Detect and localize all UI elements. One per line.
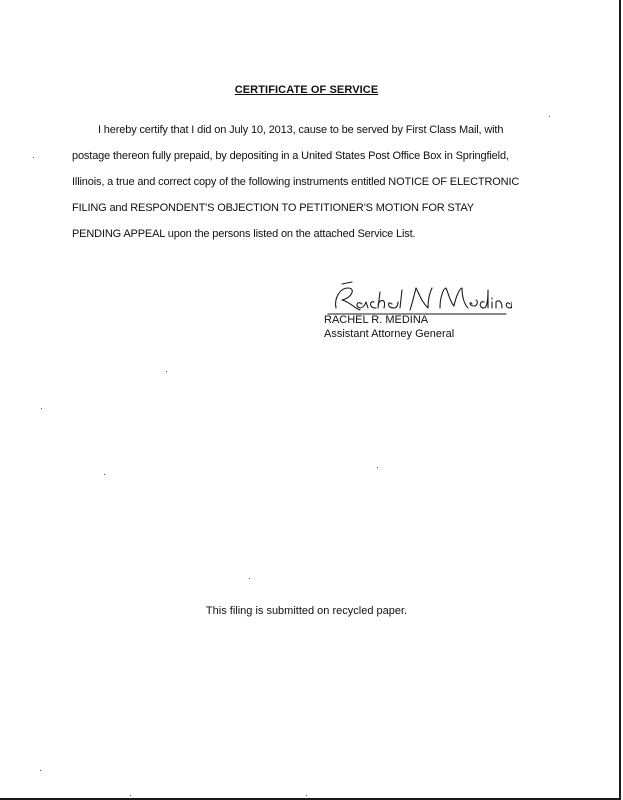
scan-speck [33, 157, 34, 158]
signer-title: Assistant Attorney General [324, 328, 455, 340]
scan-speck [377, 467, 378, 468]
scan-speck [130, 795, 131, 796]
scan-speck [166, 371, 167, 372]
document-title: CERTIFICATE OF SERVICE [234, 84, 379, 96]
recycled-paper-note: This filing is submitted on recycled paper. [205, 605, 408, 617]
scan-speck [40, 770, 41, 771]
scan-speck [306, 795, 307, 796]
body-line-2: postage thereon fully prepaid, by depositing in a United States Post Office Box in Springfield, [72, 150, 509, 162]
scan-speck [549, 116, 550, 117]
scan-speck [41, 408, 42, 409]
body-line-3: Illinois, a true and correct copy of the following instruments entitled NOTICE OF ELECTRONIC [72, 176, 520, 188]
body-line-5: PENDING APPEAL upon the persons listed on the attached Service List. [72, 228, 416, 240]
scan-speck [104, 474, 105, 475]
body-line-1: I hereby certify that I did on July 10, 2013, cause to be served by First Class Mail, with [98, 124, 504, 136]
scan-speck [249, 578, 250, 579]
body-line-4: FILING and RESPONDENT'S OBJECTION TO PETITIONER'S MOTION FOR STAY [72, 202, 474, 214]
signer-name: RACHEL R. MEDINA [324, 314, 429, 326]
